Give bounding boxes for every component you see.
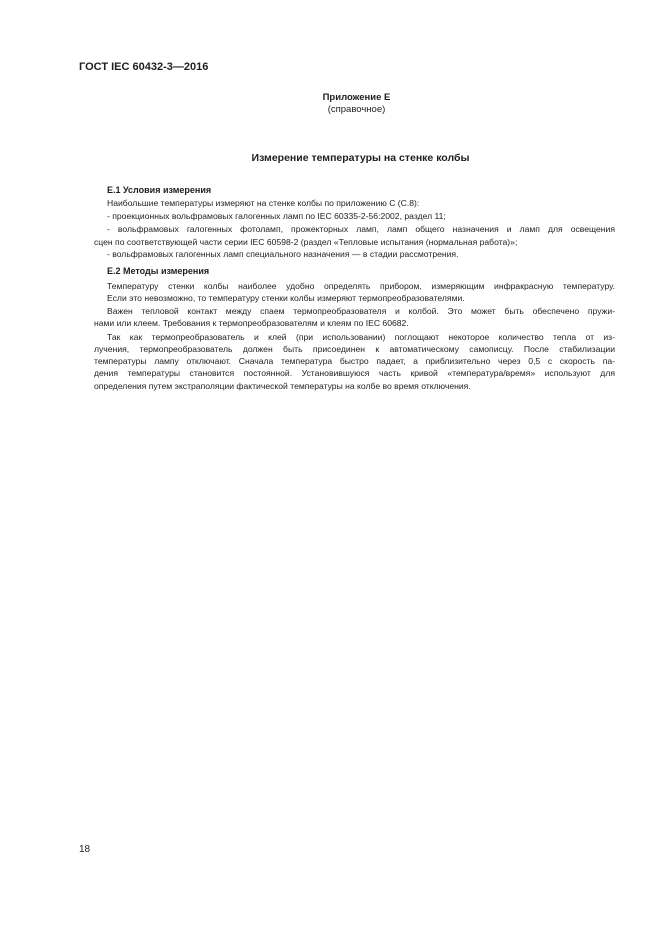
text-line: Температуру стенки колбы наиболее удобно определять прибором, измеряющим инфракрасную температуру. xyxy=(107,281,615,291)
text-line: определения путем экстраполяции фактической температуры на колбе во время отключения. xyxy=(94,381,471,391)
text-line: дения температуры становится постоянной. Установившуюся часть кривой «температура/время» используют для xyxy=(94,368,615,378)
text-line: - проекционных вольфрамовых галогенных ламп по IEC 60335-2-56:2002, раздел 11; xyxy=(107,211,446,221)
text-line: Наибольшие температуры измеряют на стенке колбы по приложению С (С.8): xyxy=(107,198,420,208)
text-line: нами или клеем. Требования к термопреобразователям и клеям по IEC 60682. xyxy=(94,318,409,328)
text-line: Если это невозможно, то температуру стенки колбы измеряют термопреобразователями. xyxy=(107,293,465,303)
appendix-title: Приложение Е xyxy=(322,92,391,103)
text-line: Так как термопреобразователь и клей (при использовании) поглощают некоторое количество тепла от из- xyxy=(107,332,615,342)
document-code: ГОСТ IEC 60432-3—2016 xyxy=(79,61,209,73)
text-line: Важен тепловой контакт между спаем термопреобразователя и колбой. Это может быть обеспечено пружи- xyxy=(107,306,615,316)
text-line: - вольфрамовых галогенных фотоламп, прожекторных ламп, ламп общего назначения и ламп для освещения xyxy=(107,224,615,234)
text-line: лучения, термопреобразователь должен быть присоединен к автоматическому самописцу. После стабилизации xyxy=(94,344,615,354)
section-heading-e1: Е.1 Условия измерения xyxy=(107,185,212,195)
appendix-type: (справочное) xyxy=(327,104,386,115)
text-line: - вольфрамовых галогенных ламп специального назначения — в стадии рассмотрения. xyxy=(107,249,459,259)
page-number: 18 xyxy=(79,844,91,855)
appendix-main-title: Измерение температуры на стенке колбы xyxy=(251,152,470,164)
text-line: сцен по соответствующей части серии IEC 60598-2 (раздел «Тепловые испытания (нормальная работа)»; xyxy=(94,237,518,247)
text-line: температуры лампу отключают. Сначала температура быстро падает, а приблизительно через 0,5 с скорость па- xyxy=(94,356,615,366)
section-heading-e2: Е.2 Методы измерения xyxy=(107,266,210,276)
